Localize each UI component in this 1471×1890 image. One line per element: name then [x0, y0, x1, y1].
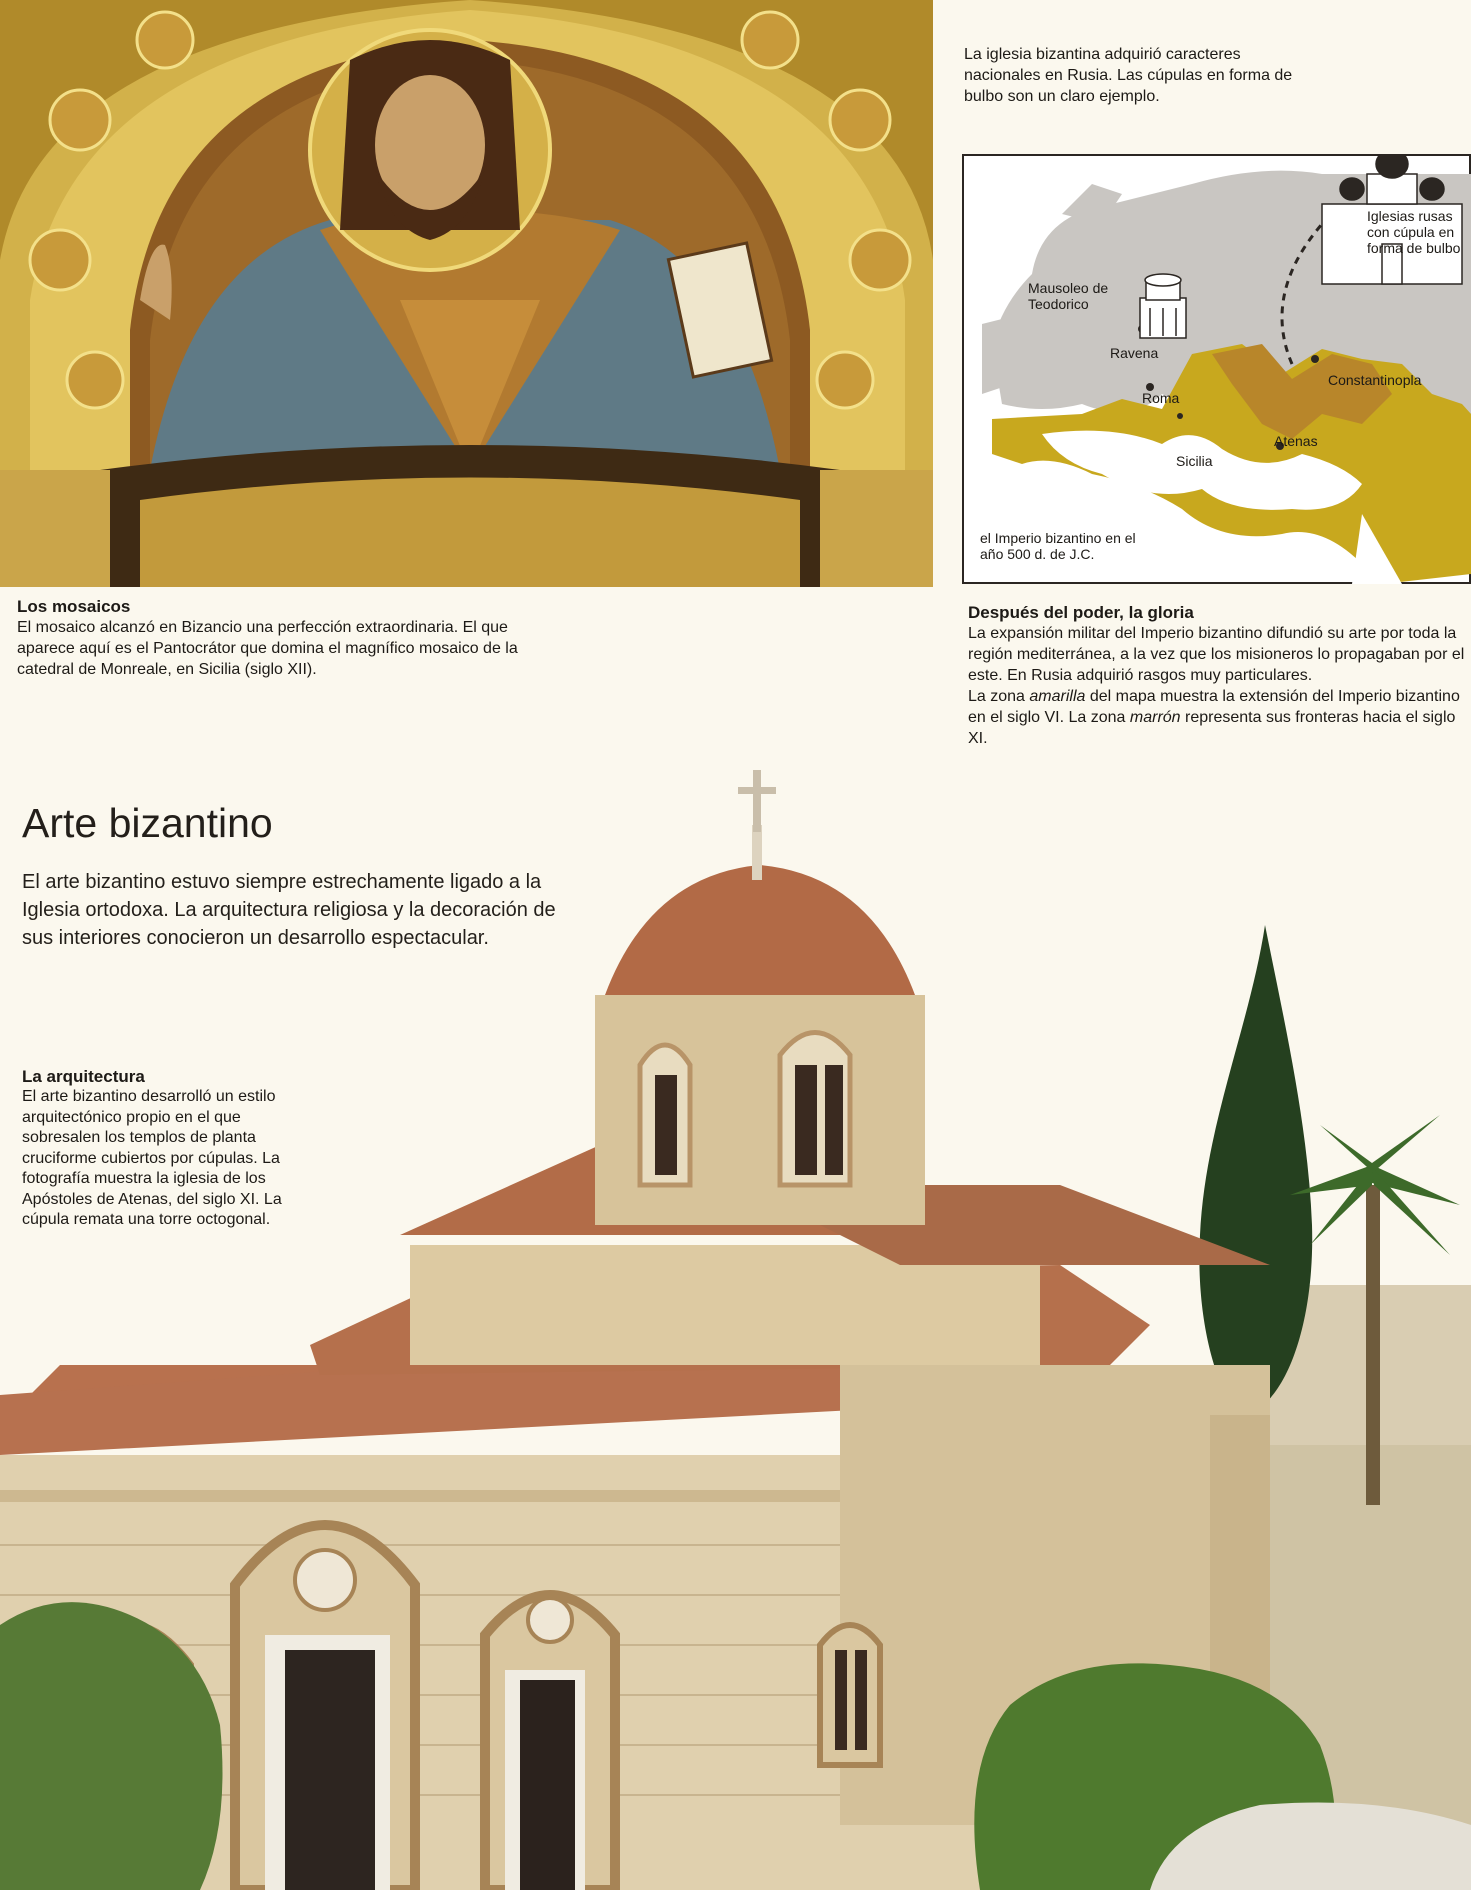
- architecture-caption-title: La arquitectura: [22, 1067, 145, 1086]
- map-label-ravenna: Ravena: [1110, 345, 1159, 361]
- map-label-russian-churches: Iglesias rusas con cúpula en forma de bulbo: [1367, 208, 1461, 256]
- glory-caption-title: Después del poder, la gloria: [968, 603, 1194, 622]
- glory-caption-p1: La expansión militar del Imperio bizantino difundió su arte por toda la región mediterránea, a la vez que los misioneros lo propagaban por el este. En Rusia adquirió rasgos muy particulares.: [968, 625, 1465, 684]
- glory-p2-yellow: amarilla: [1029, 688, 1086, 705]
- map-label-sicily: Sicilia: [1176, 453, 1213, 469]
- glory-caption-p2: [968, 686, 1468, 749]
- map-label-mausoleum: Mausoleo de Teodorico: [1028, 280, 1109, 312]
- glory-p2-c: representa sus fronteras hacia el siglo XI.: [968, 709, 1456, 747]
- map-label-athens: Atenas: [1274, 433, 1318, 449]
- pantocrator-mosaic: [0, 0, 933, 587]
- architecture-caption-text: El arte bizantino desarrolló un estilo arquitectónico propio en el que sobresalen los templos de planta cruciforme cubiertos por cúpulas. La fotografía muestra la iglesia de los Apóstoles de Atenas, del siglo XI. La cúpula remata una torre octogonal.: [22, 1088, 282, 1228]
- mosaic-caption: [17, 596, 537, 680]
- map-legend: el Imperio bizantino en el año 500 d. de J.C.: [980, 530, 1136, 562]
- intro-paragraph: El arte bizantino estuvo siempre estrechamente ligado a la Iglesia ortodoxa. La arquitectura religiosa y la decoración de sus interiores conocieron un desarrollo espectacular.: [22, 871, 556, 949]
- glory-p2-a: La zona: [968, 688, 1030, 705]
- map-label-rome: Roma: [1142, 390, 1180, 406]
- glory-p2-brown: marrón: [1129, 709, 1181, 726]
- architecture-caption: [22, 1066, 312, 1231]
- page-title: Arte bizantino: [22, 800, 273, 846]
- map-label-constantinople: Constantinopla: [1328, 372, 1422, 388]
- glory-p2-b: del mapa muestra la extensión del Imperio bizantino en el siglo VI. La zona: [968, 688, 1460, 726]
- byzantine-empire-map: [962, 154, 1471, 584]
- mosaic-caption-text: El mosaico alcanzó en Bizancio una perfección extraordinaria. El que aparece aquí es el Pantocrátor que domina el magnífico mosaico de la catedral de Monreale, en Sicilia (siglo XII).: [17, 619, 518, 678]
- mosaic-caption-title: Los mosaicos: [17, 597, 131, 616]
- russia-note: La iglesia bizantina adquirió caracteres nacionales en Rusia. Las cúpulas en forma de bulbo son un claro ejemplo.: [964, 46, 1293, 105]
- glory-caption: [968, 602, 1468, 749]
